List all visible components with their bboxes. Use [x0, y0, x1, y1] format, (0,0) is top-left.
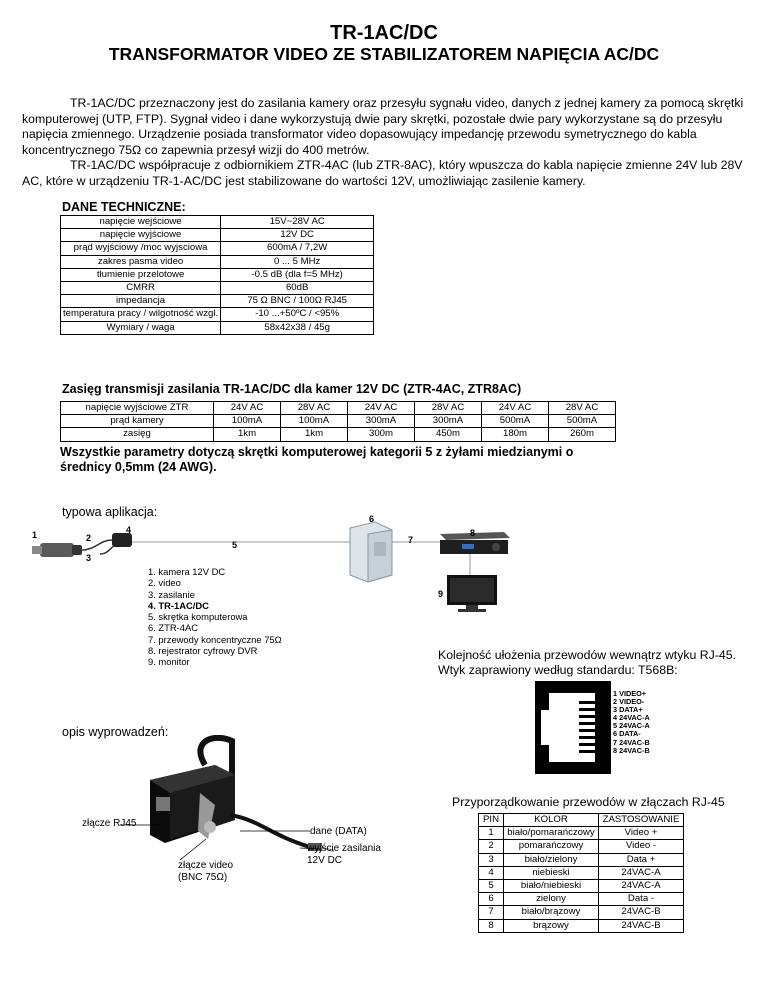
table-row: [479, 827, 684, 840]
legend-item: 4. TR-1AC/DC: [148, 599, 209, 611]
table-cell: 60dB: [221, 282, 374, 295]
table-cell: 15V~28V AC: [221, 216, 374, 229]
rj45-pin: 5 24VAC-A: [613, 721, 650, 731]
table-cell: 24V AC: [482, 402, 549, 415]
table-cell: 5: [479, 880, 504, 893]
legend-item: 6. ZTR-4AC: [148, 622, 199, 634]
rj45-connector-label: złącze RJ45: [82, 818, 137, 829]
table-cell: CMRR: [61, 282, 221, 295]
rj45-order-line-1: Kolejność ułożenia przewodów wewnątrz wtyku RJ-45.: [438, 648, 736, 662]
table-cell: niebieski: [504, 866, 599, 879]
rj45-pin: 8 24VAC-B: [613, 745, 650, 755]
table-cell: 600mA / 7,2W: [221, 242, 374, 255]
tech-heading: DANE TECHNICZNE:: [62, 200, 186, 214]
table-row: [479, 893, 684, 906]
table-row: [479, 866, 684, 879]
table-row: [479, 853, 684, 866]
table-cell: 58x42x38 / 45g: [221, 321, 374, 334]
table-cell: 28V AC: [281, 402, 348, 415]
table-cell: temperatura pracy / wilgotność wzgl.: [61, 308, 221, 321]
table-cell: prąd wyjściowy /moc wyjsciowa: [61, 242, 221, 255]
table-cell: biało/niebieski: [504, 880, 599, 893]
table-cell: 0 ... 5 MHz: [221, 255, 374, 268]
table-cell: Video +: [599, 827, 684, 840]
table-row: [61, 308, 374, 321]
table-header-cell: PIN: [479, 814, 504, 827]
table-cell: Video -: [599, 840, 684, 853]
rj45-pin: 1 VIDEO+: [613, 689, 647, 698]
table-cell: 3: [479, 853, 504, 866]
table-cell: 450m: [415, 428, 482, 441]
legend-item: 8. rejestrator cyfrowy DVR: [148, 645, 258, 657]
table-cell: impedancja: [61, 295, 221, 308]
video-connector-label: [178, 860, 233, 884]
table-header-row: [479, 814, 684, 827]
tech-table: [60, 215, 374, 335]
table-cell: biało/zielony: [504, 853, 599, 866]
table-row: [61, 282, 374, 295]
table-cell: napięcie wejściowe: [61, 216, 221, 229]
legend-item: 2. video: [148, 577, 181, 589]
table-row: [479, 880, 684, 893]
label-1: 1: [32, 530, 38, 540]
table-row: [61, 415, 616, 428]
table-cell: napięcie wyjściowe ZTR: [61, 402, 214, 415]
power-output-line-2: 12V DC: [307, 855, 343, 866]
table-header-cell: KOLOR: [504, 814, 599, 827]
label-4: 4: [126, 525, 132, 535]
table-cell: 1km: [281, 428, 348, 441]
table-cell: pomarańczowy: [504, 840, 599, 853]
label-7: 7: [408, 535, 414, 545]
table-cell: zielony: [504, 893, 599, 906]
rj45-pin: 6 DATA-: [613, 729, 641, 739]
video-connector-line-1: złącze video: [178, 860, 234, 871]
table-cell: zasięg: [61, 428, 214, 441]
rj45-pin-labels: [613, 690, 650, 755]
table-cell: 1: [479, 827, 504, 840]
table-row: [61, 229, 374, 242]
data-label: dane (DATA): [310, 826, 367, 837]
table-row: [61, 268, 374, 281]
label-9: 9: [438, 589, 444, 599]
label-5: 5: [232, 540, 238, 550]
table-cell: Data +: [599, 853, 684, 866]
table-cell: 260m: [549, 428, 616, 441]
legend-item: 1. kamera 12V DC: [148, 566, 226, 577]
table-cell: biało/brązowy: [504, 906, 599, 919]
range-heading: Zasięg transmisji zasilania TR-1AC/DC dla kamer 12V DC (ZTR-4AC, ZTR8AC): [62, 382, 522, 396]
label-6: 6: [369, 514, 375, 524]
table-cell: biało/pomarańczowy: [504, 827, 599, 840]
rj45-order-text: [438, 648, 736, 677]
application-diagram: [0, 520, 768, 630]
range-note: Wszystkie parametry dotyczą skrętki komputerowej kategorii 5 z żyłami miedzianymi o średnicy 0,5mm (24 AWG).: [60, 445, 574, 474]
ztr-receiver-icon: [350, 522, 392, 582]
intro-text: [22, 96, 752, 189]
table-cell: Data -: [599, 893, 684, 906]
table-cell: 100mA: [214, 415, 281, 428]
table-cell: 2: [479, 840, 504, 853]
page-subtitle: TRANSFORMATOR VIDEO ZE STABILIZATOREM NAPIĘCIA AC/DC: [108, 44, 660, 64]
monitor-icon: [447, 575, 497, 612]
rj45-pin: 2 VIDEO-: [613, 697, 645, 707]
table-cell: 300mA: [415, 415, 482, 428]
table-cell: Wymiary / waga: [61, 321, 221, 334]
table-row: [61, 295, 374, 308]
table-cell: napięcie wyjściowe: [61, 229, 221, 242]
table-row: [479, 919, 684, 932]
table-cell: prąd kamery: [61, 415, 214, 428]
pinmap-heading: Przyporządkowanie przewodów w złączach RJ-45: [452, 795, 725, 809]
app-heading: typowa aplikacja:: [62, 505, 158, 519]
label-2: 2: [86, 533, 92, 543]
rj45-pin: 7 24VAC-B: [613, 737, 650, 747]
table-row: [61, 216, 374, 229]
table-cell: 100mA: [281, 415, 348, 428]
table-cell: 28V AC: [549, 402, 616, 415]
rj45-pin: 3 DATA+: [613, 705, 643, 715]
camera-icon: [32, 543, 82, 557]
table-cell: 4: [479, 866, 504, 879]
table-row: [61, 402, 616, 415]
table-cell: 24VAC-A: [599, 866, 684, 879]
table-cell: 12V DC: [221, 229, 374, 242]
page-title: TR-1AC/DC: [330, 22, 438, 44]
table-row: [61, 242, 374, 255]
legend-item: 3. zasilanie: [148, 588, 195, 600]
label-8: 8: [470, 528, 476, 538]
table-cell: tłumienie przelotowe: [61, 268, 221, 281]
table-row: [61, 321, 374, 334]
intro-paragraph-1: TR-1AC/DC przeznaczony jest do zasilania kamery oraz przesyłu sygnału video, danych z jednej kamery za pomocą skrętki komputerowej (UTP, FTP). Sygnał video i dane wykorzystują dwie pary skrętki, pozostałe dwie pary wykorzystane są do przesyłu napięcia zmiennego. Urządzenie posiada transformator video dopasowujący impedancję przewodu symetrycznego do kabla koncentrycznego 75Ω co zapewnia przesył wizji do 400 metrów.: [22, 96, 744, 157]
table-cell: -0.5 dB (dla f=5 MHz): [221, 268, 374, 281]
rj45-plug-diagram: [535, 681, 611, 774]
table-cell: 24VAC-B: [599, 906, 684, 919]
table-cell: brązowy: [504, 919, 599, 932]
label-3: 3: [86, 553, 92, 563]
table-cell: 7: [479, 906, 504, 919]
table-row: [479, 840, 684, 853]
intro-paragraph-2: TR-1AC/DC współpracuje z odbiornikiem ZTR-4AC (lub ZTR-8AC), który wpuszcza do kabla napięcie zmienne 24V lub 28V AC, które w urządzeniu TR-1-AC/DC jest stabilizowane do wartości 12V, umożliwiając zasilenie kamery.: [22, 158, 743, 188]
table-header-cell: ZASTOSOWANIE: [599, 814, 684, 827]
table-cell: 8: [479, 919, 504, 932]
legend-item: 9. monitor: [148, 656, 190, 668]
video-connector-line-2: (BNC 75Ω): [178, 872, 228, 883]
table-cell: 1km: [214, 428, 281, 441]
table-cell: 24VAC-A: [599, 880, 684, 893]
table-cell: 24V AC: [214, 402, 281, 415]
legend-item: 7. przewody koncentryczne 75Ω: [148, 633, 282, 645]
table-cell: 24V AC: [348, 402, 415, 415]
power-output-label: [307, 843, 381, 867]
table-cell: 300m: [348, 428, 415, 441]
table-row: [61, 255, 374, 268]
table-cell: zakres pasma video: [61, 255, 221, 268]
pinmap-table: [478, 813, 684, 933]
table-cell: 28V AC: [415, 402, 482, 415]
table-row: [479, 906, 684, 919]
rj45-pin: 4 24VAC-A: [613, 713, 650, 723]
table-cell: 6: [479, 893, 504, 906]
table-cell: 75 Ω BNC / 100Ω RJ45: [221, 295, 374, 308]
table-cell: 500mA: [549, 415, 616, 428]
range-table: [60, 401, 616, 442]
outputs-heading: opis wyprowadzeń:: [62, 725, 169, 739]
table-cell: 300mA: [348, 415, 415, 428]
legend-item: 5. skrętka komputerowa: [148, 611, 248, 623]
power-output-line-1: wyjście zasilania: [307, 843, 381, 854]
table-row: [61, 428, 616, 441]
table-cell: 500mA: [482, 415, 549, 428]
table-cell: 24VAC-B: [599, 919, 684, 932]
table-cell: 180m: [482, 428, 549, 441]
app-legend: [148, 566, 282, 668]
table-cell: -10 ...+50ºC / <95%: [221, 308, 374, 321]
rj45-order-line-2: Wtyk zaprawiony według standardu: T568B:: [438, 662, 678, 677]
